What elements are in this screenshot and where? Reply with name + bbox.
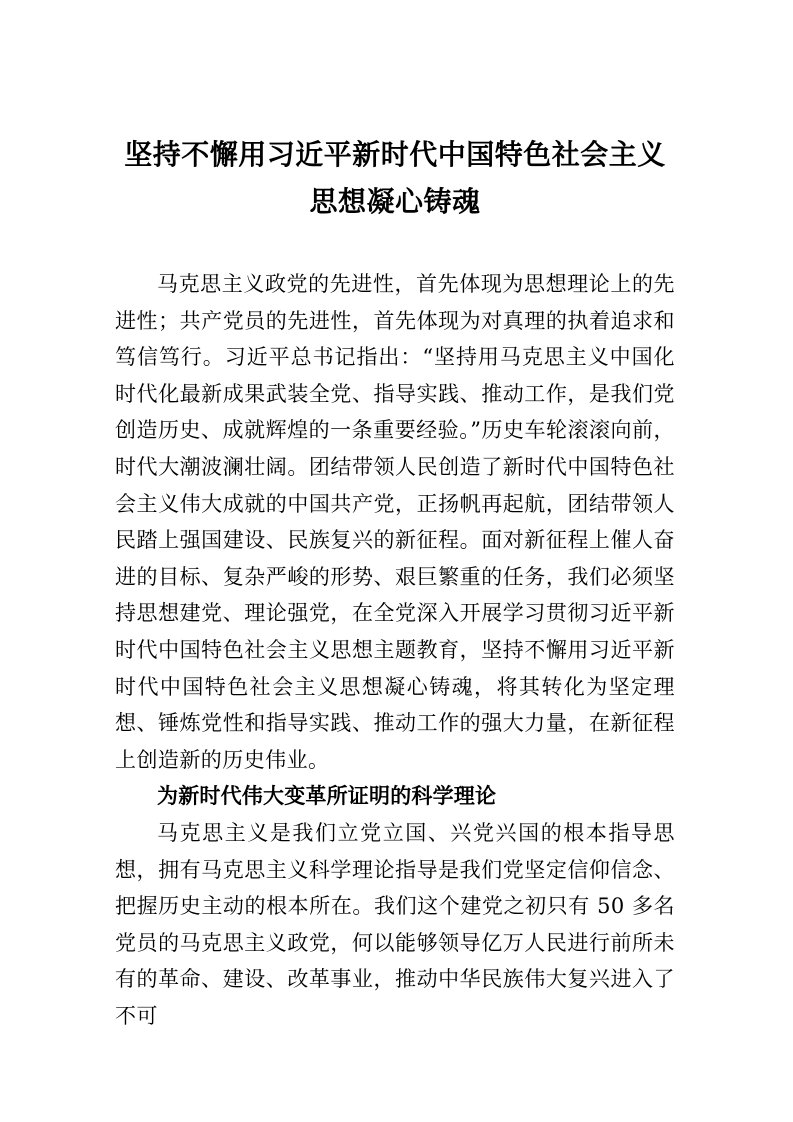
paragraph-section-body: 马克思主义是我们立党立国、兴党兴国的根本指导思想，拥有马克思主义科学理论指导是我们党坚定信仰信念、把握历史主动的根本所在。我们这个建党之初只有 50 多名党员的马克思主义政党，何以能够领导亿万人民进行前所未有的革命、建设、改革事业，推动中华民族伟大复兴进入了不可	[115, 820, 675, 1028]
section-heading: 为新时代伟大变革所证明的科学理论	[157, 784, 497, 809]
document-title: 坚持不懈用习近平新时代中国特色社会主义思想凝心铸魂	[124, 138, 666, 218]
paragraph-intro: 马克思主义政党的先进性，首先体现为思想理论上的先进性；共产党员的先进性，首先体现为对真理的执着追求和笃信笃行。习近平总书记指出：“坚持用马克思主义中国化时代化最新成果武装全党、指导实践、推动工作，是我们党创造历史、成就辉煌的一条重要经验。”历史车轮滚滚向前，时代大潮波澜壮阔。团结带领人民创造了新时代中国特色社会主义伟大成就的中国共产党，正扬帆再起航，团结带领人民踏上强国建设、民族复兴的新征程。面对新征程上催人奋进的目标、复杂严峻的形势、艰巨繁重的任务，我们必须坚持思想建党、理论强党，在全党深入开展学习贯彻习近平新时代中国特色社会主义思想主题教育，坚持不懈用习近平新时代中国特色社会主义思想凝心铸魂，将其转化为坚定理想、锤炼党性和指导实践、推动工作的强大力量，在新征程上创造新的历史伟业。	[115, 272, 675, 772]
